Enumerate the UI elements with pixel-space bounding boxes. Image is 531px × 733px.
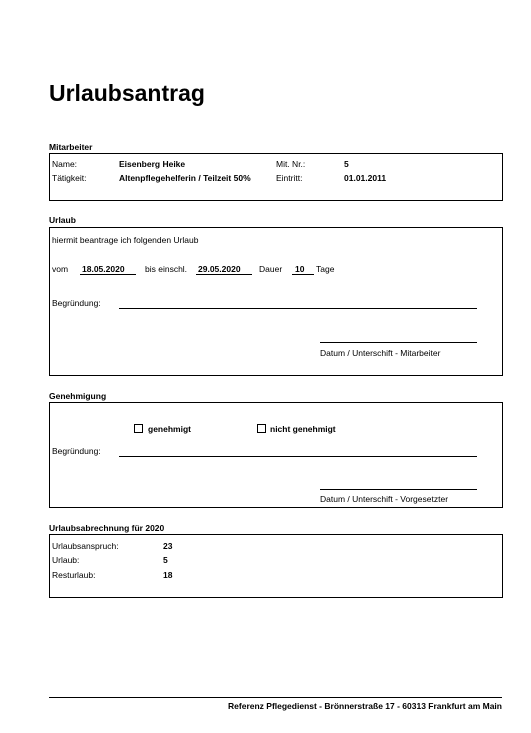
genehmigt-checkbox[interactable] [134,424,143,433]
genehmigung-begruendung-label: Begründung: [52,446,101,456]
footer-address: Referenz Pflegedienst - Brönnerstraße 17 - 60313 Frankfurt am Main [228,701,502,711]
eintritt-value: 01.01.2011 [344,173,387,183]
section-label-urlaub: Urlaub [49,215,76,225]
section-label-mitarbeiter: Mitarbeiter [49,142,93,152]
urlaub-signature-line[interactable] [320,342,477,343]
eintritt-label: Eintritt: [276,173,303,183]
genehmigt-label: genehmigt [148,424,191,434]
section-label-genehmigung: Genehmigung [49,391,107,401]
nicht-genehmigt-checkbox[interactable] [257,424,266,433]
footer-divider [49,697,502,698]
mitarbeiter-box [49,153,503,201]
genehmigung-begruendung-line[interactable] [119,456,477,457]
genehmigung-box [49,402,503,508]
section-label-abrechnung: Urlaubsabrechnung für 2020 [49,523,165,533]
taetigkeit-value: Altenpflegehelferin / Teilzeit 50% [119,173,251,183]
rest-label: Resturlaub: [52,570,96,580]
anspruch-value: 23 [163,541,173,551]
urlaub-box [49,227,503,376]
genehmigung-signature-line[interactable] [320,489,477,490]
anspruch-label: Urlaubsanspruch: [52,541,119,551]
bis-underline [196,274,252,275]
genehmigung-signature-label: Datum / Unterschift - Vorgesetzter [320,494,449,504]
tage-label: Tage [316,264,335,274]
page-title: Urlaubsantrag [49,80,205,106]
name-label: Name: [52,159,78,169]
urlaub-value: 5 [163,555,168,565]
urlaub-label: Urlaub: [52,555,80,565]
urlaub-signature-label: Datum / Unterschift - Mitarbeiter [320,348,441,358]
abrechnung-box [49,534,503,598]
dauer-label: Dauer [259,264,283,274]
urlaub-intro: hiermit beantrage ich folgenden Urlaub [52,235,199,245]
dauer-value: 10 [295,264,305,274]
mitnr-value: 5 [344,159,349,169]
urlaub-begruendung-label: Begründung: [52,298,101,308]
urlaub-begruendung-line[interactable] [119,308,477,309]
dauer-underline [292,274,314,275]
mitnr-label: Mit. Nr.: [276,159,306,169]
rest-value: 18 [163,570,173,580]
vom-value: 18.05.2020 [82,264,125,274]
vom-label: vom [52,264,69,274]
taetigkeit-label: Tätigkeit: [52,173,87,183]
name-value: Eisenberg Heike [119,159,186,169]
nicht-genehmigt-label: nicht genehmigt [270,424,336,434]
vom-underline [80,274,136,275]
bis-label: bis einschl. [145,264,188,274]
bis-value: 29.05.2020 [198,264,241,274]
